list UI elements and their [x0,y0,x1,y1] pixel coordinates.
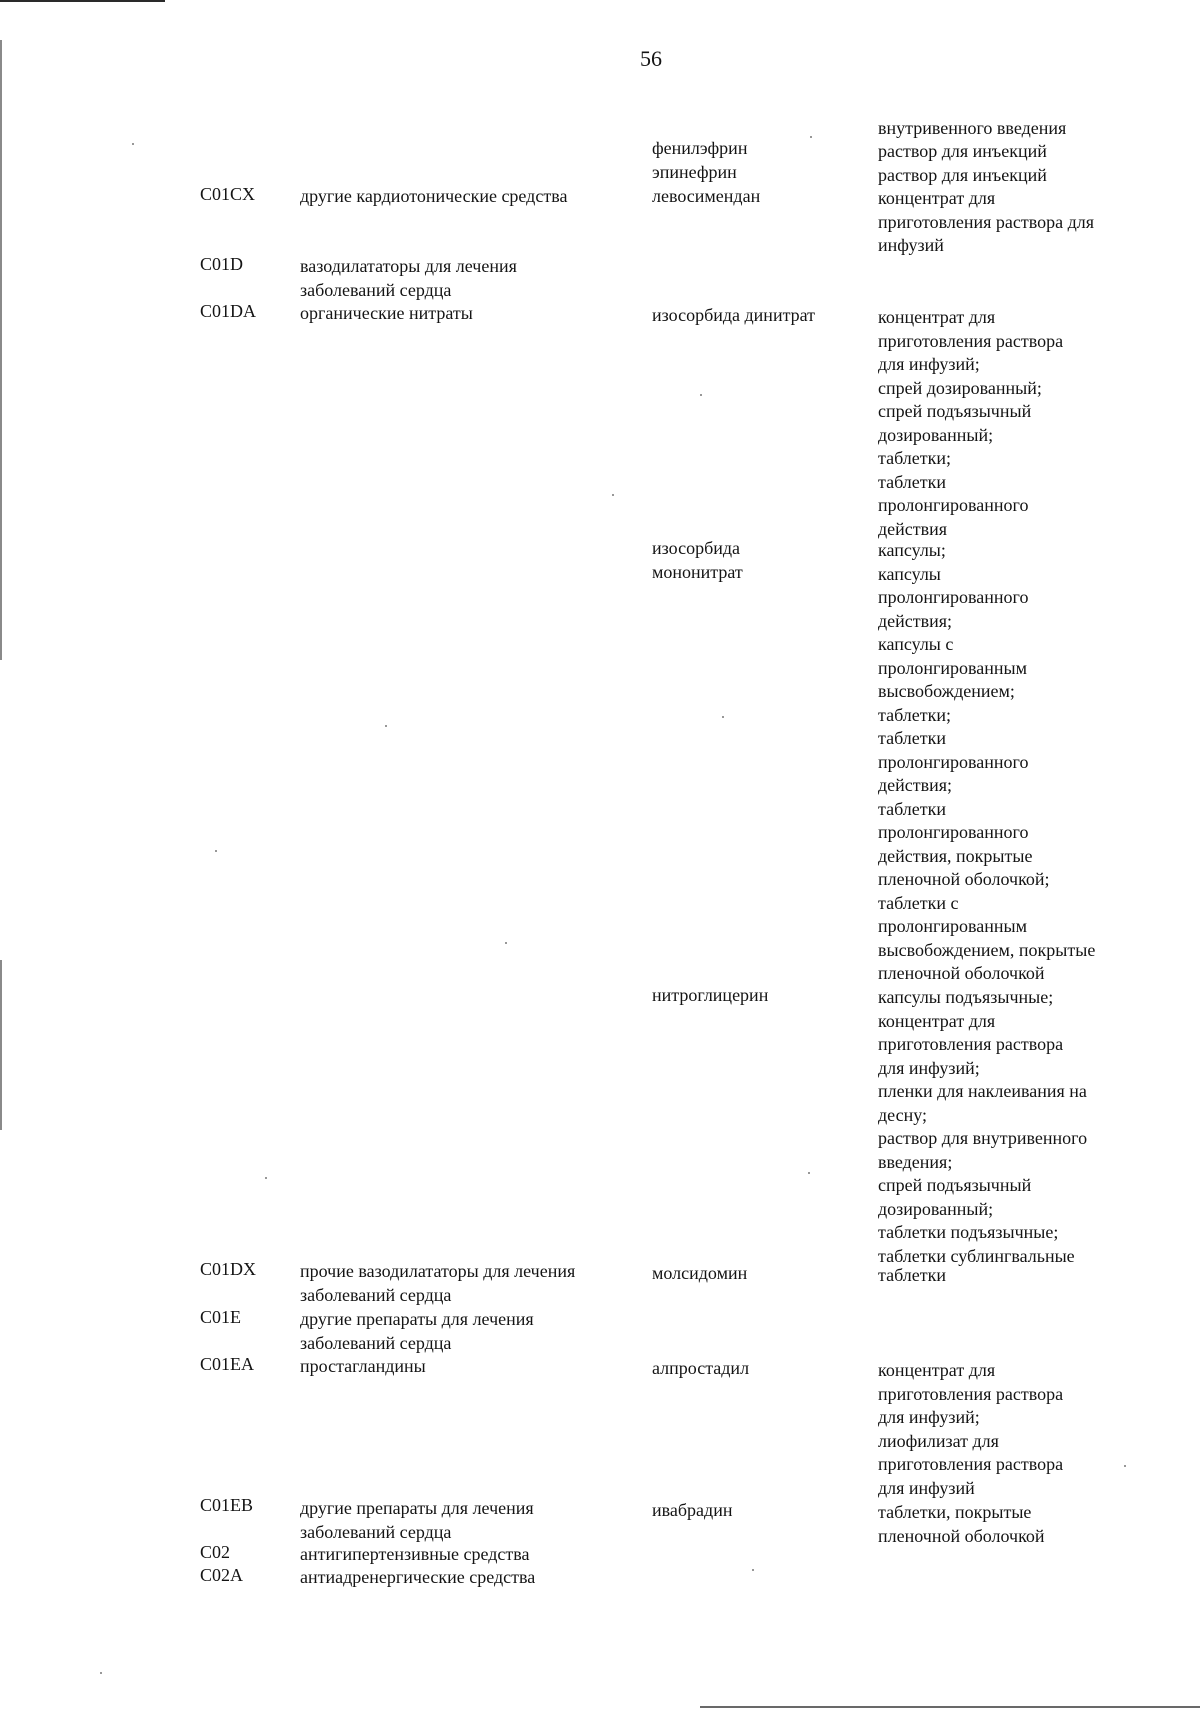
atc-code-c01eb: C01EB [200,1495,254,1515]
form-epinephrine: раствор для инъекций [878,165,1047,185]
scan-edge-top [0,0,165,2]
scan-speck [700,394,702,396]
group-name-c02a: антиадренергические средства [300,1567,536,1587]
group-name-c01e: другие препараты для лечения заболеваний сердца [300,1309,534,1353]
atc-code-c02: C02 [200,1542,231,1562]
form-isosorbide-mononitrate: капсулы; капсулы пролонгированного действия; капсулы с пролонгированным высвобождением; таблетки; таблетки пролонгированного действия; таблетки пролонгированного действия, покрытые пленочной оболочкой; таблетки с пролонгированным высвобождением, покрытые пленочной оболочкой [878,540,1096,983]
drug-alprostadil: алпростадил [652,1358,750,1378]
drug-levosimendan: левосимендан [652,186,761,206]
atc-code-c01da: C01DA [200,301,257,321]
atc-code-c01d: C01D [200,254,244,274]
form-isosorbide-dinitrate: концентрат для приготовления раствора для инфузий; спрей дозированный; спрей подъязычный дозированный; таблетки; таблетки пролонгированного действия [878,307,1064,539]
drug-nitroglycerin: нитроглицерин [652,985,769,1005]
scan-speck [1124,1465,1126,1467]
scan-speck [100,1672,102,1674]
form-nitroglycerin: капсулы подъязычные; концентрат для приготовления раствора для инфузий; пленки для наклеивания на десну; раствор для внутривенного введения; спрей подъязычный дозированный; таблетки подъязычные; таблетки сублингвальные [878,987,1088,1266]
group-name-c01eb: другие препараты для лечения заболеваний сердца [300,1498,534,1542]
atc-code-c02a: C02A [200,1565,244,1585]
page-number: 56 [640,46,662,71]
drug-isosorbide-mononitrate: изосорбида мононитрат [652,538,743,582]
drug-isosorbide-dinitrate: изосорбида динитрат [652,305,816,325]
form-phenylephrine: раствор для инъекций [878,141,1047,161]
scan-speck [808,1172,810,1174]
scan-speck [132,143,134,145]
group-name-c01ea: простагландины [300,1356,426,1376]
atc-code-c01cx: C01CX [200,184,256,204]
drug-phenylephrine: фенилэфрин [652,138,748,158]
scan-edge-left-lower [0,960,2,1130]
scan-speck [810,136,812,138]
group-name-c01da: органические нитраты [300,303,473,323]
scan-speck [215,850,217,852]
scan-speck [752,1569,754,1571]
form-continued: внутривенного введения [878,118,1067,138]
atc-code-c01ea: C01EA [200,1354,254,1374]
scan-speck [265,1177,267,1179]
group-name-c01cx: другие кардиотонические средства [300,186,568,206]
form-ivabradine: таблетки, покрытые пленочной оболочкой [878,1502,1045,1546]
scan-speck [722,716,724,718]
drug-ivabradine: ивабрадин [652,1500,733,1520]
scan-edge-left [0,40,2,660]
group-name-c02: антигипертензивные средства [300,1544,530,1564]
form-alprostadil: концентрат для приготовления раствора для инфузий; лиофилизат для приготовления раствора для инфузий [878,1360,1064,1498]
scan-speck [385,725,387,727]
scan-speck [612,494,614,496]
form-levosimendan: концентрат для приготовления раствора для инфузий [878,188,1094,255]
form-molsidomine: таблетки [878,1265,947,1285]
group-name-c01dx: прочие вазодилататоры для лечения заболеваний сердца [300,1261,576,1305]
drug-molsidomine: молсидомин [652,1263,748,1283]
group-name-c01d: вазодилататоры для лечения заболеваний сердца [300,256,517,300]
atc-code-c01dx: C01DX [200,1259,257,1279]
scan-speck [505,942,507,944]
scan-edge-bottom [700,1706,1200,1708]
atc-code-c01e: C01E [200,1307,242,1327]
drug-epinephrine: эпинефрин [652,162,737,182]
